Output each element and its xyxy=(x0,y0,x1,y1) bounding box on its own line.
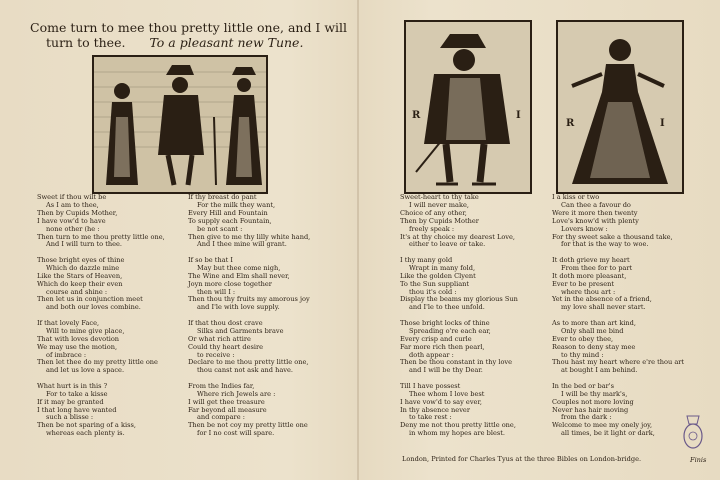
stanza xyxy=(552,320,692,375)
stanza xyxy=(400,383,550,438)
verse-line: where thou art : xyxy=(561,287,616,296)
stanza xyxy=(188,320,343,375)
ballad-title xyxy=(30,20,350,50)
stanza xyxy=(37,383,177,438)
verse-line: Ever to be present xyxy=(552,279,615,288)
verse-line: Then by Cupids Mother xyxy=(400,216,479,225)
verse-line: course and shine : xyxy=(46,287,108,296)
verse-line: Silks and Garments brave xyxy=(197,326,284,335)
verse-line: at bought I am behind. xyxy=(561,366,638,375)
woodcut-letter-i-1: I xyxy=(516,110,521,121)
verse-line: It doth more pleasant, xyxy=(552,271,627,280)
verse-line: Then be not sparing of a kiss, xyxy=(37,421,136,430)
verse-line: If that thou dost crave xyxy=(188,318,263,327)
verse-line: For thy sweet sake a thousand take, xyxy=(552,232,673,241)
verse-line: freely speak : xyxy=(409,224,455,233)
stanza xyxy=(188,383,343,438)
verse-line: I thy many gold xyxy=(400,255,453,264)
verse-line: Like the golden Clyent xyxy=(400,271,476,280)
verse-line: For the milk they want, xyxy=(197,200,276,209)
verse-line: Only shall me bind xyxy=(561,326,624,335)
verse-column-4 xyxy=(552,194,692,446)
verse-line: all times, be it light or dark, xyxy=(561,429,655,438)
verse-line: either to leave or take. xyxy=(409,240,486,249)
finis-mark: Finis xyxy=(690,456,707,464)
tune-note: To a pleasant new Tune. xyxy=(149,35,304,50)
stanza xyxy=(37,194,177,249)
verse-line: then will I : xyxy=(197,287,236,296)
woodcut-woman xyxy=(556,20,684,194)
verse-line: In the bed or bar's xyxy=(552,381,614,390)
verse-line: and I'le with love supply. xyxy=(197,303,280,312)
verse-line: Deny me not thou pretty little one, xyxy=(400,421,516,430)
verse-line: Will to mine give place, xyxy=(46,326,125,335)
verse-line: If thy breast do pant xyxy=(188,193,257,201)
verse-line: and I will be thy Dear. xyxy=(409,366,483,375)
verse-line: to receive : xyxy=(197,350,235,359)
verse-line: Far more rich then pearl, xyxy=(400,342,485,351)
verse-line: Sweet-heart to thy take xyxy=(400,193,479,201)
verse-line: Spreading o're each ear, xyxy=(409,326,491,335)
stanza xyxy=(188,194,343,249)
woodcut-three-figures-image xyxy=(94,57,266,192)
woodcut-letter-r-2: R xyxy=(566,118,575,129)
verse-line: The Wine and Elm shall never, xyxy=(188,271,290,280)
verse-line: Then let us in conjunction meet xyxy=(37,295,143,304)
verse-line: As to more than art kind, xyxy=(552,318,636,327)
stanza xyxy=(552,383,692,438)
verse-line: my love shall never start. xyxy=(561,303,646,312)
woodcut-man xyxy=(404,20,532,194)
verse-line: Then turn to me thou pretty little one, xyxy=(37,232,165,241)
stanza xyxy=(552,194,692,249)
woodcut-man-image xyxy=(406,22,530,192)
verse-line: Wrapt in many fold, xyxy=(409,263,476,272)
library-stamp xyxy=(680,408,706,454)
verse-line: Were it more then twenty xyxy=(552,208,638,217)
verse-line: be not scant : xyxy=(197,224,243,233)
verse-line: Where rich Jewels are : xyxy=(197,389,276,398)
verse-column-1 xyxy=(37,194,177,446)
verse-line: Then let thee do my pretty little one xyxy=(37,358,158,367)
verse-column-2 xyxy=(188,194,343,446)
verse-line: Which do keep their even xyxy=(37,279,123,288)
verse-line: Every Hill and Fountain xyxy=(188,208,268,217)
woodcut-woman-image xyxy=(558,22,682,192)
verse-line: Display the beams my glorious Sun xyxy=(400,295,518,304)
verse-line: I have vow'd to have xyxy=(37,216,106,225)
verse-line: Lovers know : xyxy=(561,224,608,233)
stanza xyxy=(37,320,177,375)
verse-line: doth appear : xyxy=(409,350,454,359)
verse-line: Like the Stars of Heaven, xyxy=(37,271,123,280)
verse-line: Thee whom I love best xyxy=(409,389,485,398)
verse-line: I will get thee treasure xyxy=(188,397,265,406)
stanza xyxy=(552,257,692,312)
stanza xyxy=(400,257,550,312)
verse-line: If so be that I xyxy=(188,255,233,264)
verse-line: for that is the way to woe. xyxy=(561,240,649,249)
verse-line: Ever to obey thee, xyxy=(552,334,614,343)
verse-line: As I am to thee, xyxy=(46,200,99,209)
verse-line: Can thee a favour do xyxy=(561,200,631,209)
stanza xyxy=(400,194,550,249)
verse-line: Choice of any other, xyxy=(400,208,467,217)
verse-line: of imbrace : xyxy=(46,350,87,359)
woodcut-three-figures xyxy=(92,55,268,194)
verse-line: From thee for to part xyxy=(561,263,633,272)
verse-line: for I no cost will spare. xyxy=(197,429,275,438)
verse-line: and both our loves combine. xyxy=(46,303,141,312)
verse-line: In thy absence never xyxy=(400,405,470,414)
verse-line: whereas each plenty is. xyxy=(46,429,125,438)
verse-line: To supply each Fountain, xyxy=(188,216,272,225)
verse-line: From the Indies far, xyxy=(188,381,255,390)
woodcut-letter-i-2: I xyxy=(660,118,665,129)
verse-line: Reason to deny stay mee xyxy=(552,342,636,351)
verse-column-3 xyxy=(400,194,550,446)
verse-line: To the Sun suppliant xyxy=(400,279,470,288)
verse-line: I will never make, xyxy=(409,200,469,209)
verse-line: thou canst not ask and have. xyxy=(197,366,293,375)
verse-line: Could thy heart desire xyxy=(188,342,264,351)
verse-line: none other (he : xyxy=(46,224,100,233)
verse-line: to thy mind : xyxy=(561,350,604,359)
verse-line: It doth grieve my heart xyxy=(552,255,630,264)
verse-line: from the dark : xyxy=(561,413,612,422)
verse-line: and compare : xyxy=(197,413,245,422)
stanza xyxy=(188,257,343,312)
printer-imprint: London, Printed for Charles Tyus at the three Bibles on London-bridge. xyxy=(402,455,642,463)
verse-line: Far beyond all measure xyxy=(188,405,267,414)
verse-line: I that long have wanted xyxy=(37,405,117,414)
verse-line: Then thou thy fruits my amorous joy xyxy=(188,295,310,304)
verse-line: Then give to me thy lilly white hand, xyxy=(188,232,311,241)
verse-line: to take rest : xyxy=(409,413,452,422)
verse-line: We may use the motion, xyxy=(37,342,118,351)
verse-line: What hurt is in this ? xyxy=(37,381,108,390)
verse-line: That with loves devotion xyxy=(37,334,120,343)
verse-line: Couples not more loving xyxy=(552,397,634,406)
verse-line: Then by Cupids Mother, xyxy=(37,208,118,217)
title-line-2-text: turn to thee. xyxy=(46,35,126,50)
verse-line: Joyn more close together xyxy=(188,279,272,288)
verse-line: Every crisp and curle xyxy=(400,334,472,343)
verse-line: Never has hair moving xyxy=(552,405,629,414)
verse-line: It's at thy choice my dearest Love, xyxy=(400,232,516,241)
title-line-2 xyxy=(30,35,350,50)
verse-line: I a kiss or two xyxy=(552,193,600,201)
title-line-1: Come turn to mee thou pretty little one, and I will xyxy=(30,20,348,35)
verse-line: Those bright eyes of thine xyxy=(37,255,125,264)
verse-line: Then be not coy my pretty little one xyxy=(188,421,308,430)
verse-line: Yet in the absence of a friend, xyxy=(552,295,652,304)
verse-line: and I'le to thee unfold. xyxy=(409,303,485,312)
verse-line: Declare to me thou pretty little one, xyxy=(188,358,309,367)
verse-line: Then be thou constant in thy love xyxy=(400,358,513,367)
stanza xyxy=(37,257,177,312)
verse-line: Till I have possest xyxy=(400,381,461,390)
verse-line: such a blisse : xyxy=(46,413,94,422)
verse-line: Sweet if thou wilt be xyxy=(37,193,107,201)
verse-line: And I will turn to thee. xyxy=(46,240,122,249)
center-fold xyxy=(357,0,359,480)
verse-line: and let us love a space. xyxy=(46,366,125,375)
verse-line: in whom my hopes are blest. xyxy=(409,429,505,438)
woodcut-letter-r-1: R xyxy=(412,110,421,121)
verse-line: Love's know'd with plenty xyxy=(552,216,639,225)
verse-line: Welcome to mee my onely joy, xyxy=(552,421,653,430)
verse-line: Those bright locks of thine xyxy=(400,318,490,327)
verse-line: thou it's cold : xyxy=(409,287,457,296)
verse-line: May but thee come nigh, xyxy=(197,263,281,272)
verse-line: I have vow'd to say ever, xyxy=(400,397,482,406)
verse-line: I will be thy mark's, xyxy=(561,389,628,398)
verse-line: Which do dazzle mine xyxy=(46,263,120,272)
verse-line: If that lovely Face, xyxy=(37,318,100,327)
verse-line: If it may be granted xyxy=(37,397,104,406)
stanza xyxy=(400,320,550,375)
verse-line: And I thee mine will grant. xyxy=(197,240,287,249)
verse-line: Thou hast my heart where e're thou art xyxy=(552,358,685,367)
verse-line: For to take a kisse xyxy=(46,389,108,398)
verse-line: Or what rich attire xyxy=(188,334,251,343)
